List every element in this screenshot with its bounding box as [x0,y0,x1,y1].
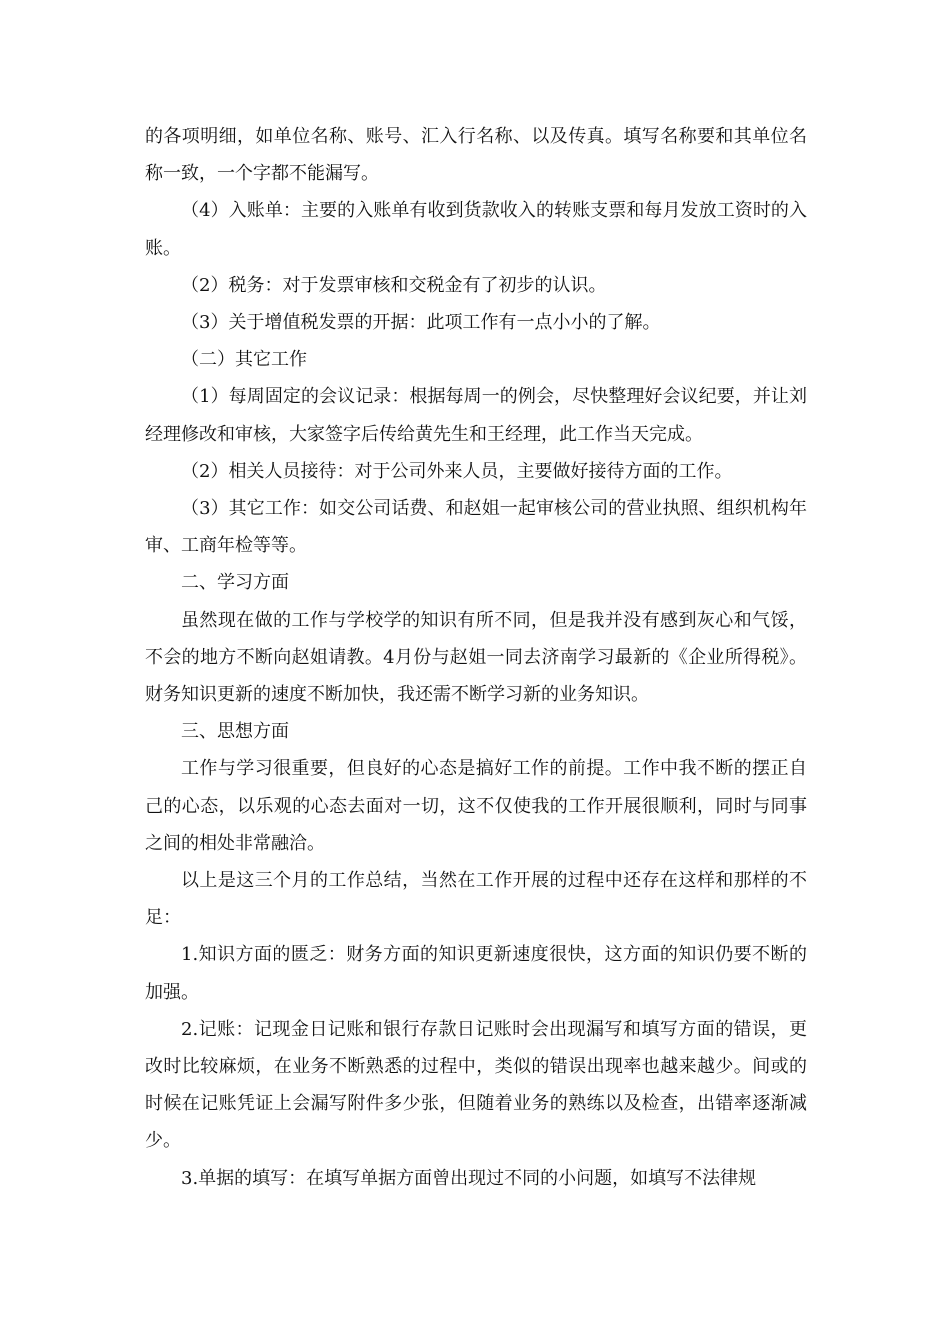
section-heading: （二）其它工作 [181,349,307,371]
document-body [145,118,807,1197]
section-heading: 三、思想方面 [181,721,289,743]
paragraph: （3）关于增值税发票的开据：此项工作有一点小小的了解。 [181,312,661,334]
paragraph: （4）入账单：主要的入账单有收到货款收入的转账支票和每月发放工资时的入账。 [145,200,807,259]
section-heading: 二、学习方面 [181,572,289,594]
list-item: 2.记账：记现金日记账和银行存款日记账时会出现漏写和填写方面的错误，更改时比较麻烦，在业务不断熟悉的过程中，类似的错误出现率也越来越少。间或的时候在记账凭证上会漏写附件多少张，但随着业务的熟练以及检查，出错率逐渐减少。 [145,1018,807,1152]
paragraph: 的各项明细，如单位名称、账号、汇入行名称、以及传真。填写名称要和其单位名称一致，一个字都不能漏写。 [145,126,807,185]
paragraph: （2）税务：对于发票审核和交税金有了初步的认识。 [181,274,607,296]
paragraph: 虽然现在做的工作与学校学的知识有所不同，但是我并没有感到灰心和气馁，不会的地方不断向赵姐请教。4月份与赵姐一同去济南学习最新的《企业所得税》。财务知识更新的速度不断加快，我还需不断学习新的业务知识。 [145,609,807,706]
paragraph: （1）每周固定的会议记录：根据每周一的例会，尽快整理好会议纪要，并让刘经理修改和审核，大家签字后传给黄先生和王经理，此工作当天完成。 [145,386,807,445]
paragraph: 以上是这三个月的工作总结，当然在工作开展的过程中还存在这样和那样的不足： [145,870,807,929]
list-item: 3.单据的填写：在填写单据方面曾出现过不同的小问题，如填写不法律规 [181,1167,757,1189]
paragraph: 工作与学习很重要，但良好的心态是搞好工作的前提。工作中我不断的摆正自己的心态，以乐观的心态去面对一切，这不仅使我的工作开展很顺利，同时与同事之间的相处非常融洽。 [145,758,807,854]
paragraph: （2）相关人员接待：对于公司外来人员，主要做好接待方面的工作。 [181,460,733,482]
paragraph: （3）其它工作：如交公司话费、和赵姐一起审核公司的营业执照、组织机构年审、工商年检等等。 [145,498,807,557]
list-item: 1.知识方面的匮乏：财务方面的知识更新速度很快，这方面的知识仍要不断的加强。 [145,944,807,1003]
